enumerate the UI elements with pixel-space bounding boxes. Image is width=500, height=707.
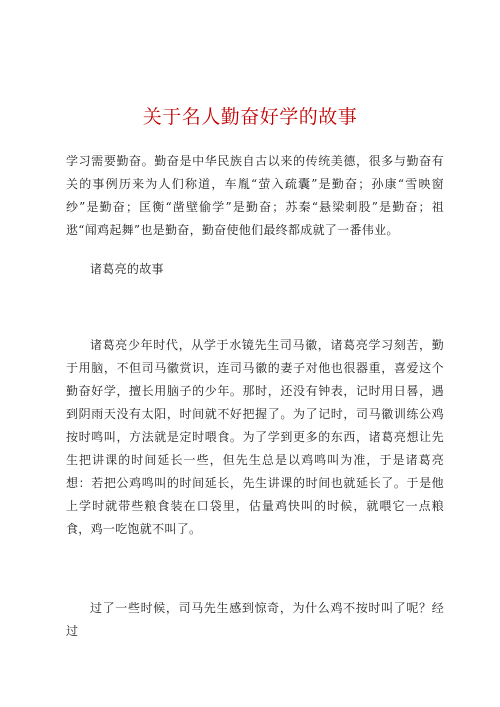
section-heading-zhuge-liang: 诸葛亮的故事 — [90, 262, 164, 276]
paragraph-story: 诸葛亮少年时代，从学于水镜先生司马徽，诸葛亮学习刻苦，勤于用脑，不但司马徽赏识，连司马徽的妻子对他也很器重，喜爱这个勤奋好学，擅长用脑子的少年。那时，还没有钟表，记时用日晷，遇到阴雨天没有太阳，时间就不好把握了。为了记时，司马徽训练公鸡按时鸣叫，方法就是定时喂食。为了学到更多的东西，诸葛亮想让先生把讲课的时间延长一些，但先生总是以鸡鸣叫为准，于是诸葛亮想：若把公鸡鸣叫的时间延长，先生讲课的时间也就延长了。于是他上学时就带些粮食装在口袋里，估量鸡快叫的时候，就喂它一点粮食，鸡一吃饱就不叫了。 — [66, 338, 444, 536]
document-title: 关于名人勤奋好学的故事 — [142, 106, 358, 128]
paragraph-continuation: 过了一些时候，司马先生感到惊奇，为什么鸡不按时叫了呢？经过 — [66, 601, 444, 638]
paragraph-intro: 学习需要勤奋。勤奋是中华民族自古以来的传统美德，很多与勤奋有关的事例历来为人们称道，车胤“萤入疏囊”是勤奋；孙康“雪映窗纱”是勤奋；匡衡“凿壁偷学”是勤奋；苏秦“悬梁刺股”是勤奋；祖逖“闻鸡起舞”也是勤奋，勤奋使他们最终都成就了一番伟业。 — [66, 154, 444, 237]
